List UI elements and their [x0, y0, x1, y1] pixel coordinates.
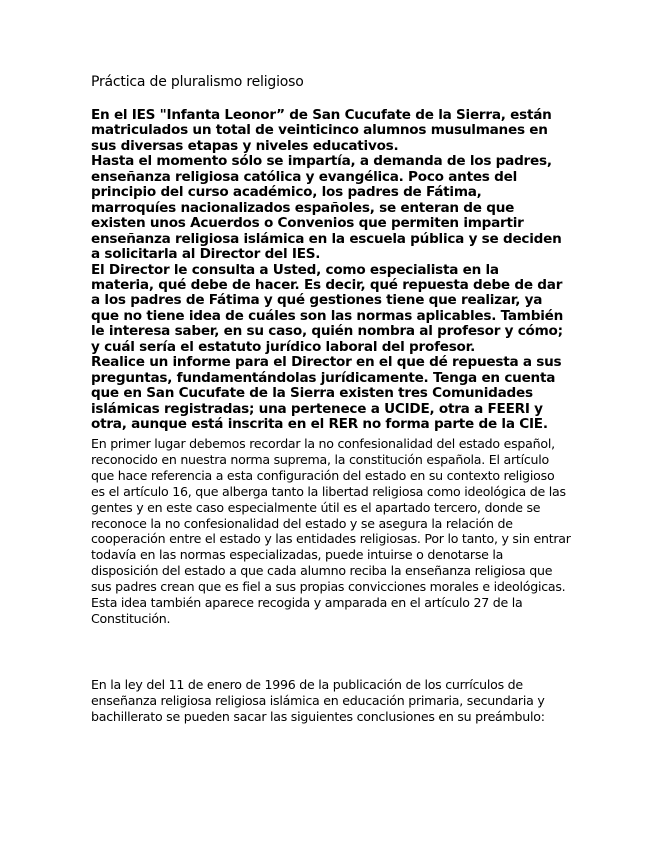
statement-paragraph-1: En el IES "Infanta Leonor” de San Cucufate de la Sierra, están matriculados un total de veinticinco alumnos musulmanes en sus diversas etapas y niveles educativos. — [91, 107, 552, 154]
statement-paragraph-2: Hasta el momento sólo se impartía, a demanda de los padres, enseñanza religiosa católica y evangélica. Poco antes del principio del curso académico, los padres de Fátima, marroquíes nacionalizados españoles, se enteran de que existen unos Acuerdos o Convenios que permiten impartir enseñanza religiosa islámica en la escuela pública y se deciden a solicitarla al Director del IES. — [91, 153, 562, 263]
document-title: Práctica de pluralismo religioso — [91, 74, 304, 90]
statement-paragraph-4: Realice un informe para el Director en el que dé repuesta a sus preguntas, fundamentándolas jurídicamente. Tenga en cuenta que en San Cucufate de la Sierra existen tres Comunidades islámicas registradas; una pertenece a UCIDE, otra a FEERI y otra, aunque está inscrita en el RER no forma parte de la CIE. — [91, 354, 562, 433]
answer-paragraph-1: En primer lugar debemos recordar la no confesionalidad del estado español, reconocido en nuestra norma suprema, la constitución española. El artículo que hace referencia a esta configuración del estado en su contexto religioso es el artículo 16, que alberga tanto la libertad religiosa como ideológica de las gentes y en este caso especialmente útil es el apartado tercero, donde se reconoce la no confesionalidad del estado y se asegura la relación de cooperación entre el estado y las entidades religiosas. Por lo tanto, y sin entrar todavía en las normas especializadas, puede intuirse o denotarse la disposición del estado a que cada alumno reciba la enseñanza religiosa que sus padres crean que es fiel a sus propias convicciones morales e ideológicas. Esta idea también aparece recogida y amparada en el artículo 27 de la Constitución. — [91, 436, 571, 626]
statement-paragraph-3: El Director le consulta a Usted, como especialista en la materia, qué debe de hacer. Es decir, qué repuesta debe de dar a los padres de Fátima y qué gestiones tiene que realizar, ya que no tiene idea de cuáles son las normas aplicables. También le interesa saber, en su caso, quién nombra al profesor y cómo; y cuál sería el estatuto jurídico laboral del profesor. — [91, 261, 564, 355]
answer-paragraph-2: En la ley del 11 de enero de 1996 de la publicación de los currículos de enseñanza religiosa religiosa islámica en educación primaria, secundaria y bachillerato se pueden sacar las siguientes conclusiones en su preámbulo: — [91, 677, 545, 724]
exercise-statement — [91, 108, 566, 433]
